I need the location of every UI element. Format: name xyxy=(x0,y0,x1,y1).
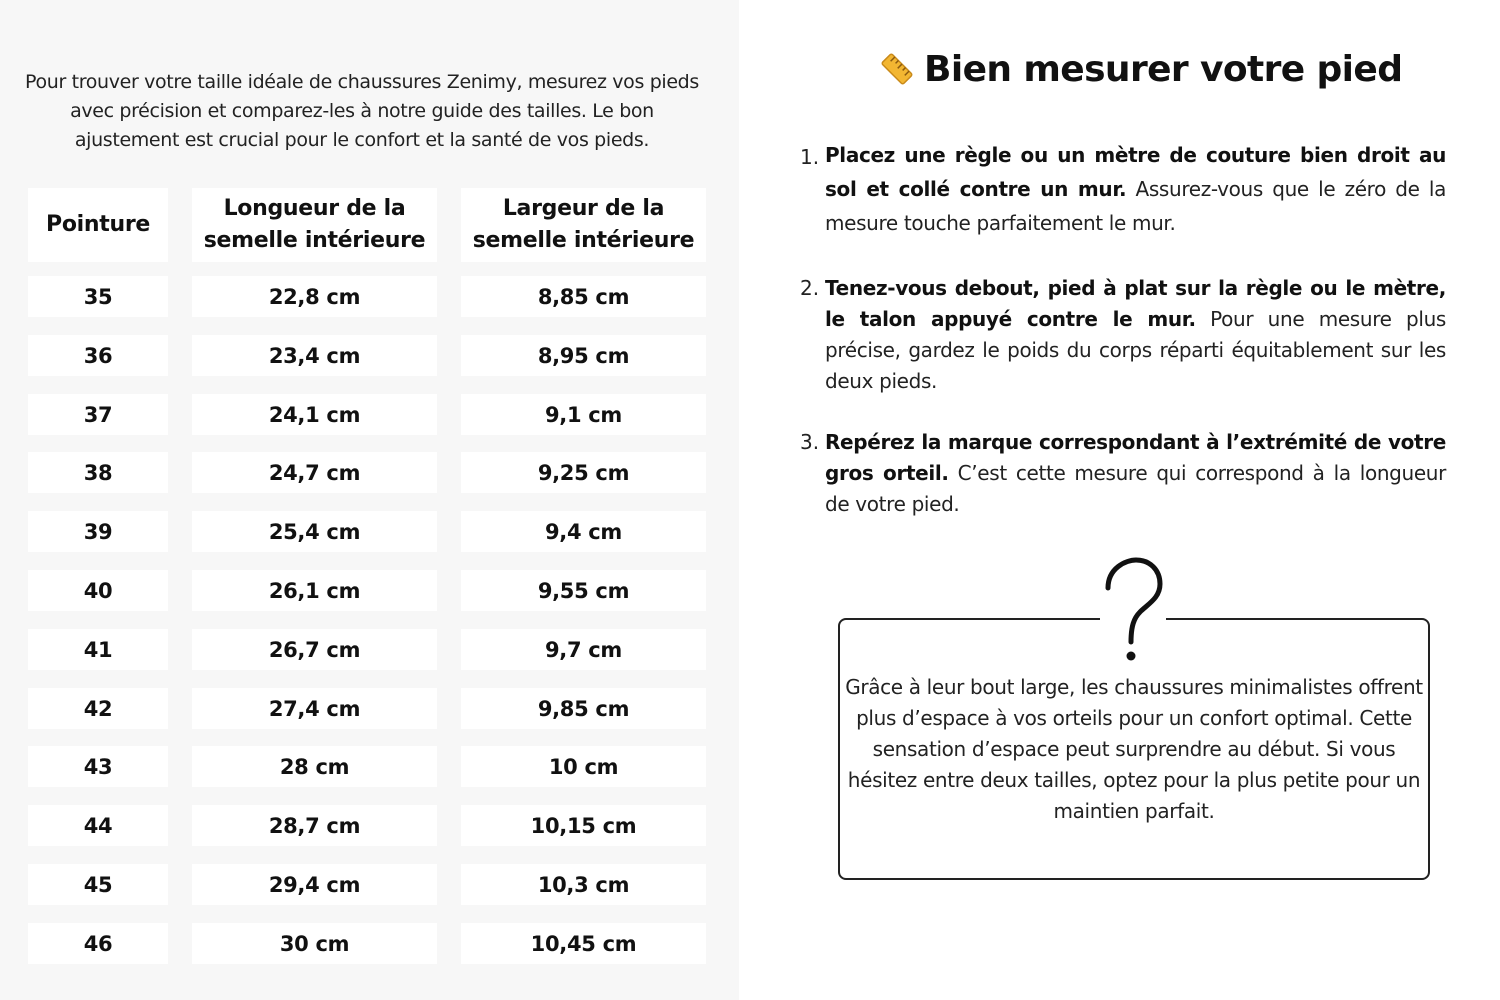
step-number: 3. xyxy=(800,430,820,454)
cell-longueur: 26,1 cm xyxy=(192,570,437,611)
cell-pointure: 45 xyxy=(28,864,168,905)
cell-largeur: 10,3 cm xyxy=(461,864,706,905)
size-guide-intro: Pour trouver votre taille idéale de chaussures Zenimy, mesurez vos pieds avec précision et comparez-les à notre guide des tailles. Le bon ajustement est crucial pour le confort et la santé de vos pieds. xyxy=(25,71,699,151)
size-guide-panel xyxy=(0,0,739,1000)
cell-pointure: 43 xyxy=(28,746,168,787)
header-largeur: Largeur de la semelle intérieure xyxy=(461,188,706,262)
ruler-icon xyxy=(878,50,916,88)
step-bold-text: Repérez la marque correspondant à l’extrémité de votre gros orteil. xyxy=(825,430,1446,485)
cell-longueur: 29,4 cm xyxy=(192,864,437,905)
cell-largeur: 9,7 cm xyxy=(461,629,706,670)
cell-pointure: 41 xyxy=(28,629,168,670)
cell-longueur: 25,4 cm xyxy=(192,511,437,552)
cell-longueur: 26,7 cm xyxy=(192,629,437,670)
cell-longueur: 28,7 cm xyxy=(192,805,437,846)
step-text xyxy=(825,427,1446,520)
cell-pointure: 36 xyxy=(28,335,168,376)
question-mark-icon xyxy=(1098,556,1168,666)
cell-pointure: 37 xyxy=(28,394,168,435)
cell-largeur: 10,45 cm xyxy=(461,923,706,964)
step-number: 2. xyxy=(800,276,820,300)
step-text xyxy=(825,273,1446,397)
cell-longueur: 24,7 cm xyxy=(192,452,437,493)
step-number: 1. xyxy=(800,145,820,169)
step-detail-text: C’est cette mesure qui correspond à la longueur de votre pied. xyxy=(825,461,1446,516)
cell-pointure: 39 xyxy=(28,511,168,552)
header-pointure: Pointure xyxy=(28,188,168,262)
measure-title-text: Bien mesurer votre pied xyxy=(924,48,1403,90)
cell-pointure: 44 xyxy=(28,805,168,846)
cell-largeur: 8,95 cm xyxy=(461,335,706,376)
cell-largeur: 9,85 cm xyxy=(461,688,706,729)
cell-pointure: 38 xyxy=(28,452,168,493)
cell-longueur: 28 cm xyxy=(192,746,437,787)
cell-longueur: 27,4 cm xyxy=(192,688,437,729)
header-longueur: Longueur de la semelle intérieure xyxy=(192,188,437,262)
cell-largeur: 9,4 cm xyxy=(461,511,706,552)
step-bold-text: Tenez-vous debout, pied à plat sur la règle ou le mètre, le talon appuyé contre le mur. xyxy=(825,276,1446,331)
step-bold-text: Placez une règle ou un mètre de couture bien droit au sol et collé contre un mur. xyxy=(825,143,1446,201)
cell-pointure: 35 xyxy=(28,276,168,317)
cell-pointure: 42 xyxy=(28,688,168,729)
cell-pointure: 46 xyxy=(28,923,168,964)
measure-title xyxy=(878,44,1402,94)
cell-largeur: 10 cm xyxy=(461,746,706,787)
tip-text: Grâce à leur bout large, les chaussures minimalistes offrent plus d’espace à vos orteils pour un confort optimal. Cette sensation d’espace peut surprendre au début. Si vous hésitez entre deux tailles, optez pour la plus petite pour un maintien parfait. xyxy=(845,675,1423,823)
cell-largeur: 10,15 cm xyxy=(461,805,706,846)
cell-pointure: 40 xyxy=(28,570,168,611)
step-detail-text: Pour une mesure plus précise, gardez le poids du corps réparti équitablement sur les deux pieds. xyxy=(825,307,1446,393)
cell-longueur: 22,8 cm xyxy=(192,276,437,317)
cell-largeur: 9,55 cm xyxy=(461,570,706,611)
cell-largeur: 8,85 cm xyxy=(461,276,706,317)
cell-longueur: 24,1 cm xyxy=(192,394,437,435)
cell-longueur: 23,4 cm xyxy=(192,335,437,376)
cell-largeur: 9,1 cm xyxy=(461,394,706,435)
step-text xyxy=(825,138,1446,240)
cell-longueur: 30 cm xyxy=(192,923,437,964)
step-detail-text: Assurez-vous que le zéro de la mesure touche parfaitement le mur. xyxy=(825,177,1446,235)
cell-largeur: 9,25 cm xyxy=(461,452,706,493)
